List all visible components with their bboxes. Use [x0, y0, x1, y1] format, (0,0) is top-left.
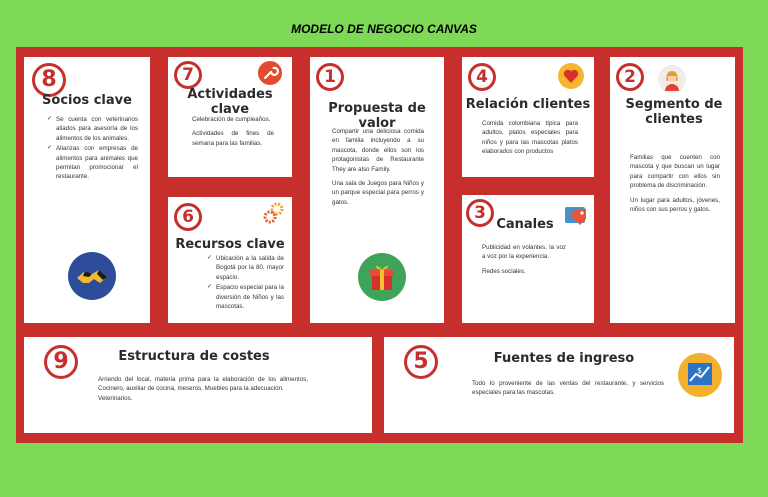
- paragraph: Redes sociales.: [482, 267, 526, 275]
- block-number: 4: [468, 63, 496, 91]
- block-text: [472, 379, 664, 403]
- block-number: 9: [44, 345, 78, 379]
- heart-icon: [558, 63, 584, 94]
- block-heading: Relación clientes: [465, 97, 591, 112]
- gift-icon: [358, 253, 406, 306]
- paragraph: Celebración de cumpleaños.: [192, 116, 271, 123]
- block-text: [482, 119, 578, 162]
- block-relacion-clientes: [462, 57, 594, 177]
- block-propuesta-de-valor: [310, 57, 444, 323]
- block-fuentes-de-ingreso: [384, 337, 734, 433]
- canvas-board: [16, 47, 743, 443]
- paragraph: Arriendo del local, materia prima para la elaboración de los alimentos, Cocinero, auxiliar de cocina, meseros, Muebles para la adecuación.: [98, 376, 308, 393]
- block-segmento-de-clientes: [610, 57, 735, 323]
- block-recursos-clave: [168, 197, 292, 323]
- block-text: [206, 254, 284, 312]
- paragraph: Todo lo proveniente de las ventas del restaurante, y servicios especiales para las mascotas.: [472, 380, 664, 397]
- block-number: 8: [32, 63, 66, 97]
- handshake-icon: [68, 252, 116, 305]
- block-text: [98, 375, 308, 408]
- block-estructura-de-costes: [24, 337, 372, 433]
- list-item: ✓ Ubicación a la salida de Bogotá por la 80, mayor espacio.: [216, 254, 284, 282]
- block-heading: Socios clave: [42, 93, 132, 108]
- gears-icon: [262, 201, 286, 230]
- block-text: [482, 243, 566, 281]
- block-text: [332, 127, 424, 212]
- block-number: 7: [174, 61, 202, 89]
- block-heading: Propuesta de valor: [328, 101, 426, 131]
- block-heading: Canales: [496, 217, 554, 232]
- block-number: 1: [316, 63, 344, 91]
- block-text: [46, 115, 138, 183]
- paragraph: Una sala de Juegos para Niños y un parque especial para perros y gatos.: [332, 180, 424, 206]
- block-number: 5: [404, 345, 438, 379]
- block-actividades-clave: [168, 57, 292, 177]
- list-item: ✓ Se cuenta con veterinarios aliados para asesoría de los alimentos de los animales.: [56, 115, 138, 143]
- block-heading: Fuentes de ingreso: [493, 351, 635, 366]
- block-heading: Recursos clave: [175, 237, 285, 252]
- paragraph: Veterinarios.: [98, 394, 133, 402]
- block-number: 3: [466, 199, 494, 227]
- paragraph: Publicidad en volantes, la voz a voz por la experiencia.: [482, 244, 566, 261]
- svg-text:$: $: [697, 366, 703, 375]
- block-text: [192, 115, 274, 153]
- block-canales: [462, 195, 594, 323]
- block-number: 2: [616, 63, 644, 91]
- block-heading: Actividades clave: [187, 87, 273, 117]
- person-icon: [658, 65, 686, 98]
- paragraph: Comida colombiana típica para adultos, platos especiales para niños y para las mascotas platos elaborados con productos: [482, 120, 578, 156]
- growth-chart-icon: [678, 353, 722, 402]
- tag-icon: [562, 203, 590, 236]
- paragraph: Familias que cuenten con mascota y que buscan un lugar para compartir con ellos sin problema de discriminación.: [630, 154, 720, 190]
- list-item: ✓ Alianzas con empresas de alimentos para animales que permitan promocionar el restaurante.: [56, 144, 138, 182]
- page-title: MODELO DE NEGOCIO CANVAS: [291, 22, 477, 36]
- block-heading: Segmento de clientes: [625, 97, 723, 127]
- block-socios-clave: [24, 57, 150, 323]
- paragraph: Compartir una deliciosa comida en familia incluyendo a su mascota, donde ellos son los protagonistas de Restaurante They are also Family.: [332, 128, 424, 173]
- block-text: [630, 153, 720, 219]
- block-number: 6: [174, 203, 202, 231]
- paragraph: Un lugar para adultos, jóvenes, niños con sus perros y gatos.: [630, 196, 720, 214]
- paragraph: Actividades de fines de semana para las familias.: [192, 130, 274, 147]
- list-item: ✓ Espacio especial para la diversión de Niños y las mascotas.: [216, 283, 284, 311]
- wrench-icon: [258, 61, 282, 90]
- block-heading: Estructura de costes: [118, 349, 270, 364]
